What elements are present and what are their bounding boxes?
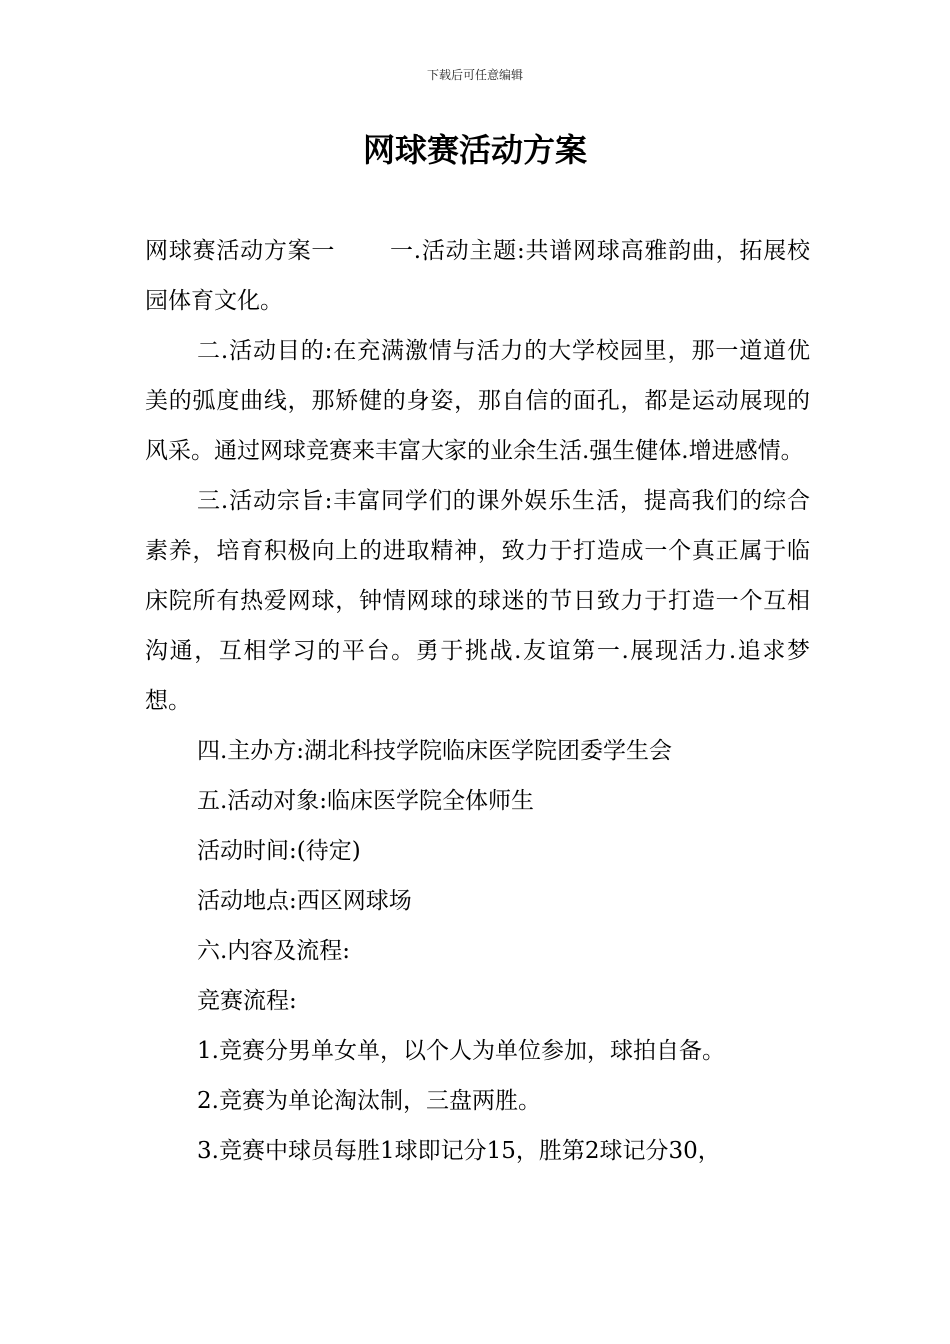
plan-heading: 网球赛活动方案一 — [145, 238, 336, 264]
paragraph-process-heading: 竞赛流程: — [197, 988, 297, 1014]
paragraph-location: 活动地点:西区网球场 — [197, 888, 412, 914]
header-note: 下载后可任意编辑 — [426, 68, 523, 82]
paragraph-aim: 三.活动宗旨:丰富同学们的课外娱乐生活，提高我们的综合素养，培育积极向上的进取精神，致力于打造成一个真正属于临床院所有热爱网球，钟情网球的球迷的节日致力于打造一个互相沟通，互相学习的平台。勇于挑战.友谊第一.展现活力.追求梦想。 — [145, 488, 810, 714]
paragraph-theme — [145, 226, 810, 326]
paragraph-rule-1: 1.竞赛分男单女单，以个人为单位参加，球拍自备。 — [197, 1038, 725, 1064]
paragraph-rule-3: 3.竞赛中球员每胜1球即记分15，胜第2球记分30， — [197, 1138, 721, 1164]
paragraph-time: 活动时间:(待定) — [197, 838, 361, 864]
activity-theme: 一.活动主题:共谱网球高雅韵曲，拓展校园体育文化。 — [145, 238, 811, 314]
paragraph-organizer: 四.主办方:湖北科技学院临床医学院团委学生会 — [197, 738, 673, 764]
document-title: 网球赛活动方案 — [362, 131, 587, 169]
paragraph-rule-2: 2.竞赛为单论淘汰制，三盘两胜。 — [197, 1088, 541, 1114]
document-body — [145, 226, 810, 1176]
paragraph-content-heading: 六.内容及流程: — [197, 938, 351, 964]
paragraph-audience: 五.活动对象:临床医学院全体师生 — [197, 788, 535, 814]
paragraph-purpose: 二.活动目的:在充满激情与活力的大学校园里，那一道道优美的弧度曲线，那矫健的身姿，那自信的面孔，都是运动展现的风采。通过网球竞赛来丰富大家的业余生活.强生健体.增进感情。 — [145, 338, 810, 464]
